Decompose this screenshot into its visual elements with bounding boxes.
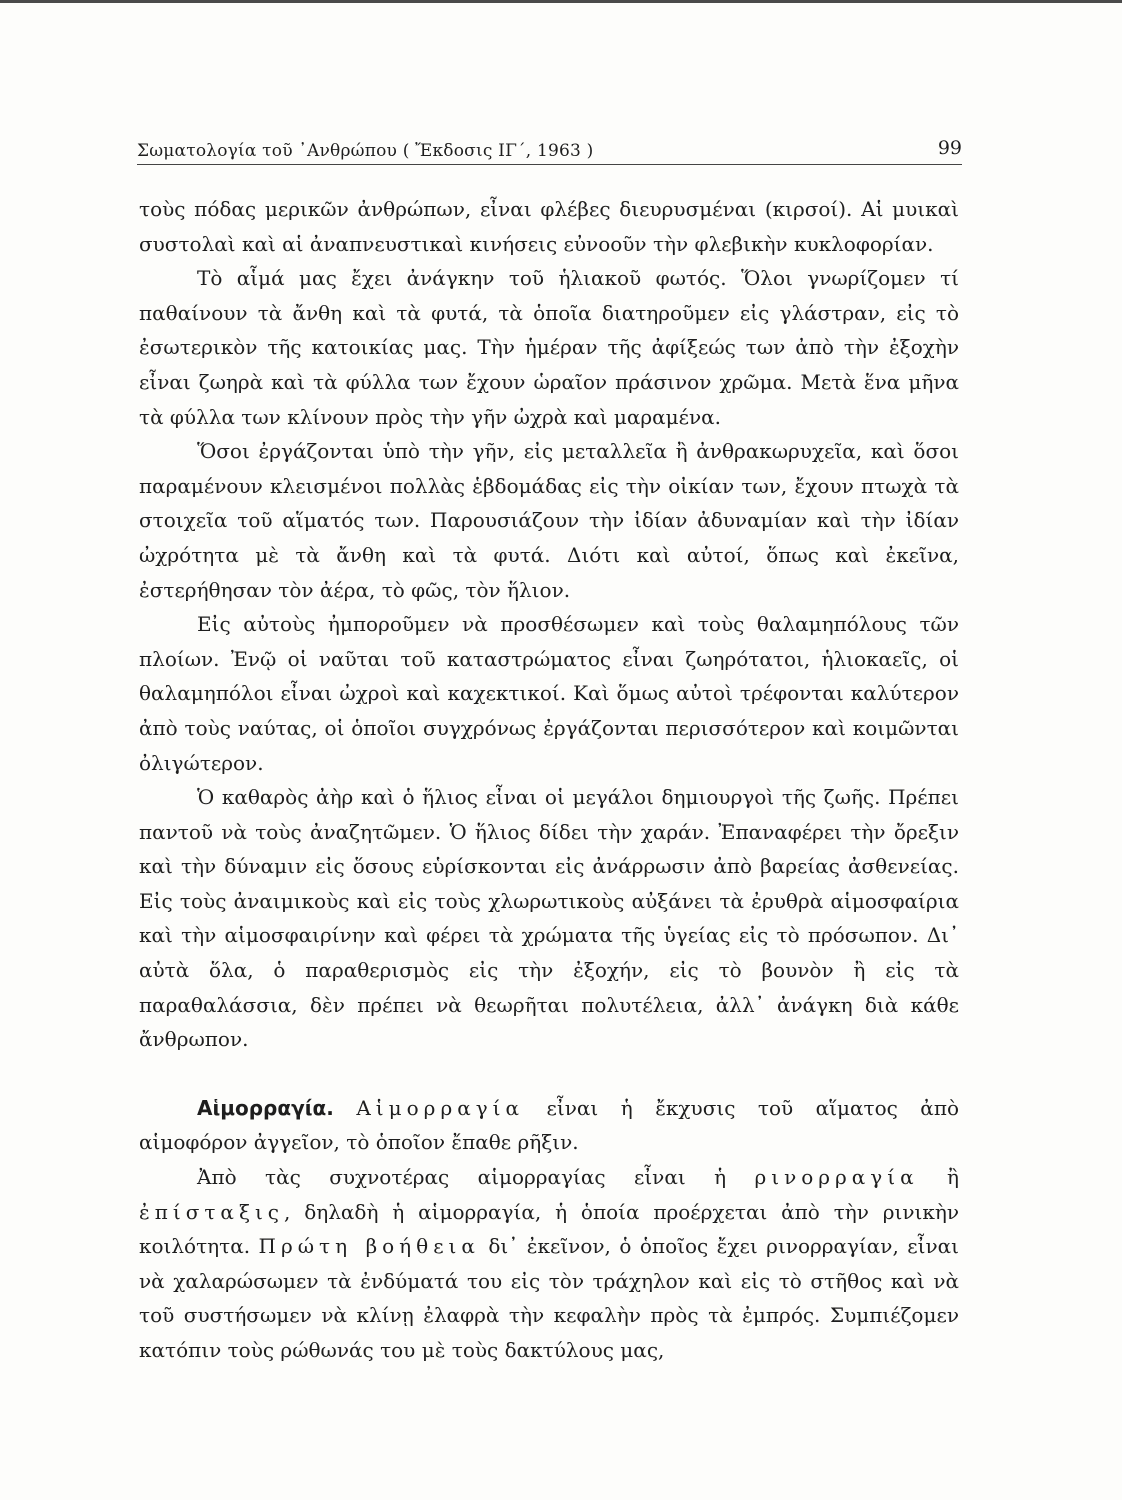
nosebleed-or: ἢ	[918, 1165, 960, 1190]
body-text	[139, 192, 959, 1368]
header-rule	[137, 164, 962, 165]
paragraph-varicose: τοὺς πόδας μερικῶν ἀνθρώπων, εἶναι φλέβες διευρυσμέναι (κιρσοί). Αἱ μυικαὶ συστολαὶ καὶ αἱ ἀναπνευστικαὶ κινήσεις εὐνοοῦν τὴν φλεβικὴν κυκλοφορίαν.	[139, 197, 959, 256]
term-first-aid: Πρώτη βοήθεια	[258, 1234, 480, 1259]
nosebleed-text-middle: , δηλαδὴ ἡ αἱμορραγία, ἡ ὁποία προέρχεται ἀπὸ τὴν ρινικὴν κοιλότητα.	[139, 1199, 959, 1259]
term-rinorragia: ρινορραγία	[754, 1165, 919, 1190]
running-title: Σωματολογία τοῦ ᾿Ανθρώπου ( Ἔκδοσις ΙΓ΄, 1963 )	[137, 141, 594, 161]
paragraph-sunlight: Τὸ αἷμά μας ἔχει ἀνάγκην τοῦ ἡλιακοῦ φωτός. Ὅλοι γνωρίζομεν τί παθαίνουν τὰ ἄνθη καὶ τὰ φυτά, τὰ ὁποῖα διατηροῦμεν εἰς γλάστραν, εἰς τὸ ἐσωτερικὸν τῆς κατοικίας μας. Τὴν ἡμέραν τῆς ἀφίξεώς των ἀπὸ τὴν ἐξοχὴν εἶναι ζωηρὰ καὶ τὰ φύλλα των ἔχουν ὡραῖον πράσινον χρῶμα. Μετὰ ἕνα μῆνα τὰ φύλλα των κλίνουν πρὸς τὴν γῆν ὠχρὰ καὶ μαραμένα.	[139, 266, 959, 429]
page-header	[137, 133, 962, 165]
paragraph-clean-air: Ὁ καθαρὸς ἀὴρ καὶ ὁ ἥλιος εἶναι οἱ μεγάλοι δημιουργοὶ τῆς ζωῆς. Πρέπει παντοῦ νὰ τοὺς ἀναζητῶμεν. Ὁ ἥλιος δίδει τὴν χαράν. Ἐπαναφέρει τὴν ὄρεξιν καὶ τὴν δύναμιν εἰς ὅσους εὑρίσκονται εἰς ἀνάρρωσιν ἀπὸ βαρείας ἀσθενείας. Εἰς τοὺς ἀναιμικοὺς καὶ εἰς τοὺς χλωρωτικοὺς αὐξάνει τὰ ἐρυθρὰ αἱμοσφαίρια καὶ τὴν αἱμοσφαιρίνην καὶ φέρει τὰ χρώματα τῆς ὑγείας εἰς τὸ πρόσωπον. Δι᾿ αὐτὰ ὅλα, ὁ παραθερισμὸς εἰς τὴν ἐξοχήν, εἰς τὸ βουνὸν ἢ εἰς τὰ παραθαλάσσια, δὲν πρέπει νὰ θεωρῆται πολυτέλεια, ἀλλ᾿ ἀνάγκη διὰ κάθε ἄνθρωπον.	[139, 785, 959, 1052]
paragraph-nosebleed	[139, 1160, 959, 1368]
nosebleed-text-start: Ἀπὸ τὰς συχνοτέρας αἱμορραγίας εἶναι ἡ	[197, 1165, 755, 1190]
paragraph-hemorrhage-definition	[139, 1091, 959, 1160]
scan-top-edge	[0, 0, 1122, 3]
nosebleed-text-end: δι᾿ ἐκεῖνον, ὁ ὁποῖος ἔχει ρινορραγίαν, εἶναι νὰ χαλαρώσωμεν τὰ ἐνδύματά του εἰς τὸν τράχηλον καὶ εἰς τὸ στῆθος καὶ νὰ τοῦ συστήσωμεν νὰ κλίνῃ ἐλαφρὰ τὴν κεφαλὴν πρὸς τὰ ἐμπρός. Συμπιέζομεν κατόπιν τοὺς ρώθωνάς του μὲ τοὺς δακτύλους μας,	[139, 1234, 959, 1362]
page-number: 99	[937, 137, 962, 159]
paragraph-miners: Ὅσοι ἐργάζονται ὑπὸ τὴν γῆν, εἰς μεταλλεῖα ἢ ἀνθρακωρυχεῖα, καὶ ὅσοι παραμένουν κλεισμένοι πολλὰς ἑβδομάδας εἰς τὴν οἰκίαν των, ἔχουν πτωχὰ τὰ στοιχεῖα τοῦ αἵματός των. Παρουσιάζουν τὴν ἰδίαν ἀδυναμίαν καὶ τὴν ἰδίαν ὠχρότητα μὲ τὰ ἄνθη καὶ τὰ φυτά. Διότι καὶ αὐτοί, ὅπως καὶ ἐκεῖνα, ἐστερήθησαν τὸν ἀέρα, τὸ φῶς, τὸν ἥλιον.	[139, 439, 959, 602]
term-hemorrhage: Αἱμορραγία	[356, 1095, 525, 1120]
definition-text: εἶναι ἡ ἔκχυσις τοῦ αἵματος ἀπὸ αἱμοφόρον ἀγγεῖον, τὸ ὁποῖον ἔπαθε ρῆξιν.	[139, 1095, 960, 1155]
paragraph-stewards: Εἰς αὐτοὺς ἠμποροῦμεν νὰ προσθέσωμεν καὶ τοὺς θαλαμηπόλους τῶν πλοίων. Ἐνῷ οἱ ναῦται τοῦ καταστρώματος εἶναι ζωηρότατοι, ἡλιοκαεῖς, οἱ θαλαμηπόλοι εἶναι ὠχροὶ καὶ καχεκτικοί. Καὶ ὅμως αὐτοὶ τρέφονται καλύτερον ἀπὸ τοὺς ναύτας, οἱ ὁποῖοι συγχρόνως ἐργάζονται περισσότερον καὶ κοιμῶνται ὀλιγώτερον.	[139, 612, 959, 775]
section-heading: Αἱμορραγία.	[197, 1095, 334, 1120]
term-epistaxis: ἐπίσταξις	[139, 1199, 284, 1224]
